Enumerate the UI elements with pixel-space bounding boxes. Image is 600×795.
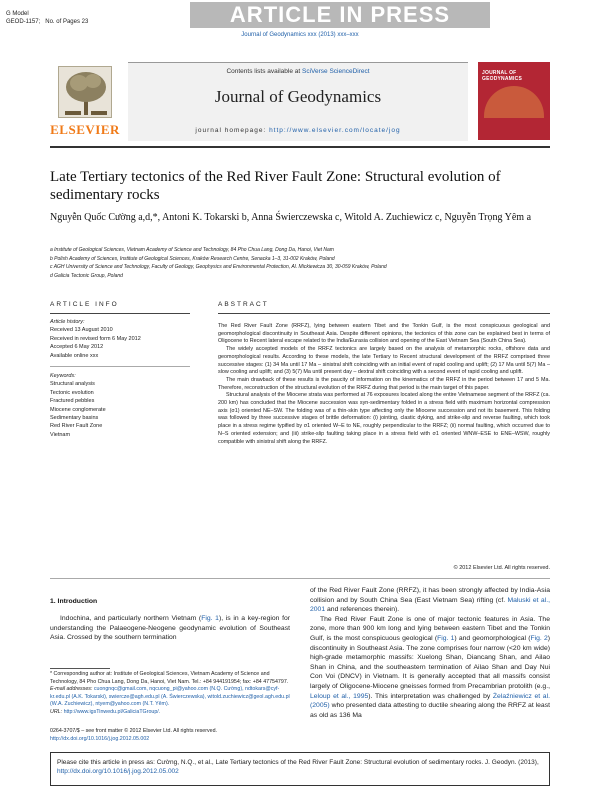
ref-zelazniewicz-link[interactable]: Żelaźniewicz et al. (2005) xyxy=(310,692,550,710)
abstract-paragraph: Structural analysis of the Miocene strata was performed at 76 exposures located along the entire Vietnamese segment of the RRFZ (ca. 200 km) has concluded that the Miocene succession was syn-sedimentary folded in a stress field with maximum horizontal compression axis (σ1) oriented NE–SW. The folding was of a thin-skin type affecting only the Miocene succession and not its basement. This folding was followed by three successive stages of brittle deformation: (i) jointing, clastic dyking, and strike-slip and reverse faulting, which took place in a stress regime typified by σ1 oriented W–E to NE, roughly perpendicular to the RRFZ; (ii) normal faulting, which occurred due to N–S oriented extension; and (iii) strike-slip faulting taking place in a stress field with σ1 oriented WNW–ESE to ENE–WSW, roughly compatible with sinistral shift along the RRFZ. xyxy=(218,392,550,445)
figure-1-link[interactable]: Fig. 1 xyxy=(437,634,455,642)
keyword-item: Fractured pebbles xyxy=(50,398,95,405)
history-label: Article history: xyxy=(50,319,85,325)
masthead-center xyxy=(128,62,468,140)
keyword-item: Structural analysis xyxy=(50,381,95,388)
body-paragraph: Indochina, and particularly northern Vietnam (Fig. 1), is in a key-region for understanding the Palaeogene-Neogene geodynamic evolution of Southeast Asia. Crossed by the southern termination xyxy=(50,615,291,642)
email-addresses: E-mail addresses: cuongnqc@gmail.com, nqcuong_pi@yahoo.com (N.Q. Cường), ndtokars@cyf-kr.edu.pl (A.K. Tokarski), swiercze@agh.edu.pl (A. Świerczewska), witold.zuchiewicz@geol.agh.edu.pl (W.A. Zuchiewicz), ntyem@yahoo.com (N.T. Yêm). xyxy=(50,686,290,708)
body-right-column xyxy=(310,586,550,720)
abstract-body xyxy=(218,323,550,446)
footnotes xyxy=(50,671,290,717)
keywords-block xyxy=(50,372,190,439)
article-in-press-banner: ARTICLE IN PRESS xyxy=(190,2,490,28)
journal-masthead xyxy=(50,62,550,142)
abstract-rule xyxy=(218,313,550,314)
section-heading-introduction: 1. Introduction xyxy=(50,598,98,605)
page-count: No. of Pages 23 xyxy=(45,19,89,25)
contents-prefix: Contents lists available at xyxy=(226,68,301,75)
body-paragraph: of the Red River Fault Zone (RRFZ), it has been strongly affected by India-Asia collision and by South China Sea (East Vietnam Sea) rifting (cf. Maluski et al., 2001 and references therein). xyxy=(310,587,550,614)
doi-link[interactable]: http://dx.doi.org/10.1016/j.jog.2012.05.002 xyxy=(50,735,150,742)
article-info-rule xyxy=(50,313,190,314)
corresponding-author-note: * Corresponding author at: Institute of Geological Sciences, Vietnam Academy of Science and Technology, 84 Pho Chua Lang, Dong Da, Hanoi, Viet Nam. Tel.: +84 944191954; fax: +84 47754797. xyxy=(50,671,289,685)
masthead-divider xyxy=(50,146,550,148)
body-paragraph: The Red River Fault Zone is one of major tectonic features in Asia. The zone, more than 900 km long and lying between eastern Tibet and the Tonkin Gulf, is the most conspicuous geological (Fig. 1) and geomorphological (Fig. 2) discontinuity in Southeast Asia. The zone comprises four narrow (<20 km wide) high-grade metamorphic massifs: Xuelong Shan, Diancang Shan, and Ailao Shan in China, and the southeastern termination of Ailao Shan and Day Nui Con Voi (DNCV) in Vietnam. It is generally accepted that all massifs consist largely of Oligocene-Miocene gneisses formed from Precambrian protolith (e.g., Leloup et al., 1995). This interpretation was challenged by Żelaźniewicz et al. (2005) who presented data attesting to ductile shearing along the RRFZ at least as old as 136 Ma xyxy=(310,615,551,719)
author-list: Nguyễn Quốc Cường a,d,*, Antoni K. Tokarski b, Anna Świerczewska c, Witold A. Zuchiewicz c, Nguyễn Trọng Yêm a xyxy=(50,212,532,223)
contents-line xyxy=(128,68,468,75)
article-ref-info xyxy=(6,10,88,26)
journal-name: Journal of Geodynamics xyxy=(214,87,382,106)
issn-line: 0264-3707/$ – see front matter © 2012 Elsevier Ltd. All rights reserved. xyxy=(50,728,218,734)
body-left-column xyxy=(50,614,290,643)
ref-maluski-link[interactable]: Maluski et al., 2001 xyxy=(310,596,550,614)
affiliation-item: a Institute of Geological Sciences, Vietnam Academy of Science and Technology, 84 Pho Chua Lang, Dong Da, Hanoi, Viet Nam xyxy=(50,247,334,253)
email-links[interactable]: cuongnqc@gmail.com, nqcuong_pi@yahoo.com (N.Q. Cường), ndtokars@cyf-kr.edu.pl (A.K. Tokarski), swiercze@agh.edu.pl (A. Świerczewska), witold.zuchiewicz@geol.agh.edu.pl (W.A. Zuchiewicz), ntyem@yahoo.com (N.T. Yêm). xyxy=(50,686,290,708)
footnote-rule xyxy=(50,668,110,669)
journal-cover-thumbnail[interactable] xyxy=(478,62,550,140)
affiliations xyxy=(50,246,550,280)
cover-art-icon xyxy=(484,86,544,118)
article-ref: GEOD-1157; xyxy=(6,19,41,25)
affiliation-item: d Galicia Tectonic Group, Poland xyxy=(50,272,123,279)
history-item: Available online xxx xyxy=(50,352,99,359)
journal-citation-top[interactable]: Journal of Geodynamics xxx (2013) xxx–xxx xyxy=(241,32,359,38)
citation-doi-link[interactable]: http://dx.doi.org/10.1016/j.jog.2012.05.002 xyxy=(57,768,179,775)
cover-title: JOURNAL OF GEODYNAMICS xyxy=(482,70,522,82)
article-info-heading: ARTICLE INFO xyxy=(50,301,119,308)
abstract-heading: ABSTRACT xyxy=(218,301,269,308)
history-item: Received in revised form 6 May 2012 xyxy=(50,335,141,342)
citation-box xyxy=(50,752,550,786)
homepage-link[interactable]: http://www.elsevier.com/locate/jog xyxy=(269,127,401,134)
article-title: Late Tertiary tectonics of the Red River Fault Zone: Structural evolution of sedimentary rocks xyxy=(50,169,501,203)
figure-1-link[interactable]: Fig. 1 xyxy=(201,615,219,622)
affiliation-item: b Polish Academy of Sciences, Institute of Geological Sciences, Kraków Research Centre, Senacka 1–3, 31-002 Kraków, Poland xyxy=(50,255,335,262)
abstract-paragraph: The widely accepted models of the RRFZ tectonics are largely based on the analysis of metamorphic rocks, offshore data and geomorphological results. According to these models, the late Tertiary to Recent structural development of the RRFZ comprised three successive stages: (1) 34 Ma until 17 Ma – sinistral shift coinciding with an initial event of rapid cooling and uplift; (2) 17 Ma until 5(7) Ma – slow cooling and uplift; and (3) 5(7) Ma until present day – dextral shift coinciding with a second event of rapid cooling and uplift. xyxy=(218,346,550,376)
history-item: Received 13 August 2010 xyxy=(50,327,113,334)
abstract-bottom-rule xyxy=(50,578,550,579)
keyword-item: Tectonic evolution xyxy=(50,389,94,396)
article-history xyxy=(50,318,190,360)
affiliation-item: c AGH University of Science and Technology, Faculty of Geology, Geophysics and Environmental Protection, Al. Mickiewicza 30, 30-059 Kraków, Poland xyxy=(50,264,387,270)
gmodel-label: G Model xyxy=(6,11,29,17)
homepage-line xyxy=(128,127,468,134)
issn-doi-block xyxy=(50,728,290,743)
elsevier-logo[interactable] xyxy=(50,62,120,140)
copyright-notice: © 2012 Elsevier Ltd. All rights reserved. xyxy=(453,565,550,571)
keyword-item: Vietnam xyxy=(50,431,71,438)
publisher-name: ELSEVIER xyxy=(50,122,120,137)
group-url: URL: http://www.igsTinwedu.pl/GaliciaTGroup/. xyxy=(50,708,161,715)
keyword-item: Miocene conglomerate xyxy=(50,406,106,413)
ref-leloup-link[interactable]: Leloup et al., 1995 xyxy=(310,692,369,700)
figure-2-link[interactable]: Fig. 2 xyxy=(530,634,548,642)
abstract-paragraph: The main drawback of these results is the paucity of information on the kinematics of the RRFZ in the period between 17 and 5 Ma. Therefore, reconstruction of the structural evolution of the RRFZ during that period is the main target of this paper. xyxy=(218,376,550,391)
keyword-item: Sedimentary basins xyxy=(50,415,99,422)
keyword-item: Red River Fault Zone xyxy=(50,423,103,430)
elsevier-tree-icon xyxy=(58,66,112,118)
abstract-paragraph: The Red River Fault Zone (RRFZ), lying between eastern Tibet and the Tonkin Gulf, is the most conspicuous geological and geomorphological discontinuity in Southeast Asia. Despite different opinions, the tectonics of this zone can be explained best in terms of Oligocene to Recent lateral escape related to the India/Eurasia collision and opening of the East Vietnam Sea (South China Sea). xyxy=(218,323,550,345)
sciencedirect-link[interactable]: SciVerse ScienceDirect xyxy=(301,68,370,75)
group-url-link[interactable]: http://www.igsTinwedu.pl/GaliciaTGroup/. xyxy=(63,708,161,715)
citation-text: Please cite this article in press as: Cường, N.Q., et al., Late Tertiary tectonics of the Red River Fault Zone: Structural evolution of sedimentary rocks. J. Geodyn. (2013), xyxy=(57,759,539,766)
history-item: Accepted 6 May 2012 xyxy=(50,344,104,351)
keywords-label: Keywords: xyxy=(50,373,76,379)
homepage-prefix: journal homepage: xyxy=(195,127,267,134)
info-divider xyxy=(50,366,190,367)
